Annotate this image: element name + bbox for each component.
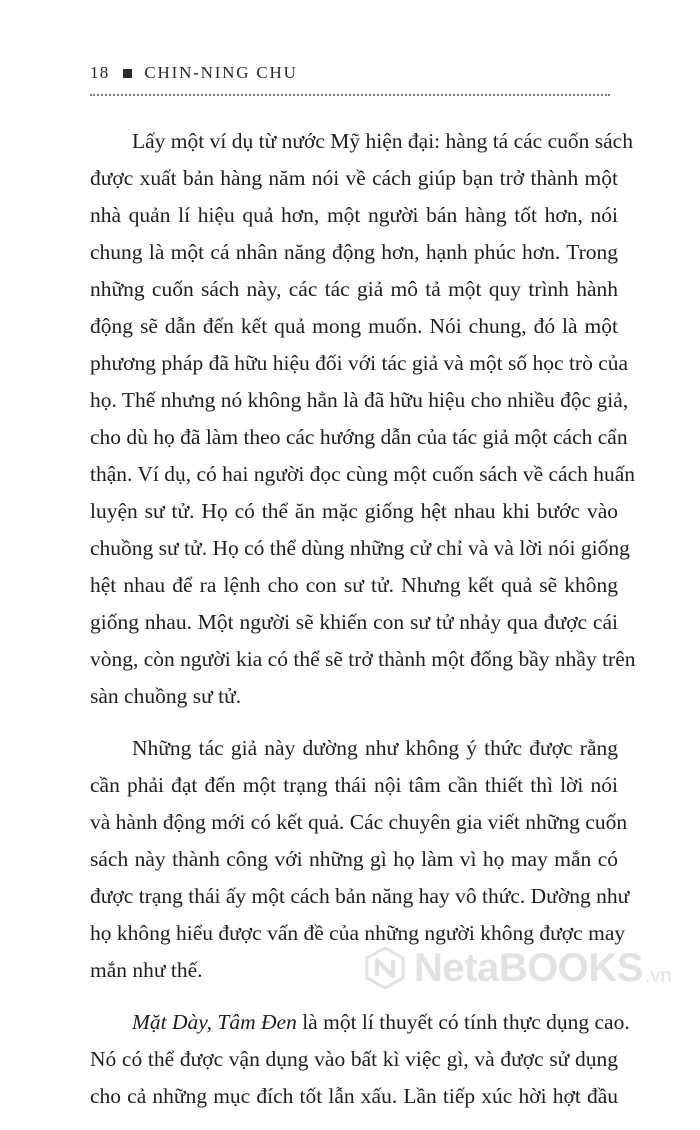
text-line: thận. Ví dụ, có hai người đọc cùng một cuốn sách về cách huấn — [90, 462, 636, 486]
text-line: được trạng thái ấy một cách bản năng hay vô thức. Dường như — [90, 884, 630, 908]
text-line: động sẽ dẫn đến kết quả mong muốn. Nói chung, đó là một — [90, 314, 618, 338]
text-line: chung là một cá nhân năng động hơn, hạnh phúc hơn. Trong — [90, 240, 618, 264]
text-line: vòng, còn người kia có thể sẽ trở thành một đống bầy nhầy trên — [90, 647, 636, 671]
text-line: hệt nhau để ra lệnh cho con sư tử. Nhưng kết quả sẽ không — [90, 573, 618, 597]
text-line: Lấy một ví dụ từ nước Mỹ hiện đại: hàng tá các cuốn sách — [132, 129, 633, 153]
text-line: những cuốn sách này, các tác giả mô tả một quy trình hành — [90, 277, 618, 301]
dotted-rule — [90, 94, 610, 96]
paragraph-1 — [90, 123, 636, 715]
text-line — [90, 1004, 630, 1041]
text-line: sách này thành công với những gì họ làm vì họ may mắn có — [90, 847, 618, 871]
text-line: giống nhau. Một người sẽ khiến con sư tử nhảy qua được cái — [90, 610, 618, 634]
text-line: cho cả những mục đích tốt lẫn xấu. Lần tiếp xúc hời hợt đầu — [90, 1084, 618, 1108]
running-title: CHIN-NING CHU — [144, 63, 298, 82]
watermark-suffix: .vn — [644, 965, 672, 987]
text-line: họ không hiểu được vấn đề của những người không được may — [90, 921, 626, 945]
text-line: và hành động mới có kết quả. Các chuyên gia viết những cuốn — [90, 810, 628, 834]
text-fragment: là một lí thuyết có tính thực dụng cao. — [296, 1010, 630, 1034]
text-line: Nó có thể được vận dụng vào bất kì việc gì, và được sử dụng — [90, 1047, 618, 1071]
text-line: cho dù họ đã làm theo các hướng dẫn của tác giả một cách cẩn — [90, 425, 628, 449]
paragraph-3 — [90, 1004, 630, 1115]
separator-square — [123, 69, 132, 78]
page-number: 18 — [90, 63, 110, 82]
watermark-brand: NetaBOOKS — [414, 945, 643, 990]
running-header — [90, 58, 610, 88]
text-line: mắn như thế. — [90, 958, 203, 982]
text-line: cần phải đạt đến một trạng thái nội tâm cần thiết thì lời nói — [90, 773, 618, 797]
netabooks-logo-icon — [362, 945, 408, 991]
text-line: được xuất bản hàng năm nói về cách giúp bạn trở thành một — [90, 166, 618, 190]
book-title-italic: Mặt Dày, Tâm Đen — [132, 1010, 297, 1034]
text-line: phương pháp đã hữu hiệu đối với tác giả và một số học trò của — [90, 351, 629, 375]
text-line: chuồng sư tử. Họ có thể dùng những cử chỉ và và lời nói giống — [90, 536, 630, 560]
text-line: luyện sư tử. Họ có thể ăn mặc giống hệt nhau khi bước vào — [90, 499, 618, 523]
text-line: Những tác giả này dường như không ý thức được rằng — [132, 736, 618, 760]
text-line: sàn chuồng sư tử. — [90, 684, 242, 708]
watermark — [362, 938, 672, 998]
text-line: nhà quản lí hiệu quả hơn, một người bán hàng tốt hơn, nói — [90, 203, 618, 227]
text-line: họ. Thế nhưng nó không hẳn là đã hữu hiệu cho nhiều độc giả, — [90, 388, 629, 412]
